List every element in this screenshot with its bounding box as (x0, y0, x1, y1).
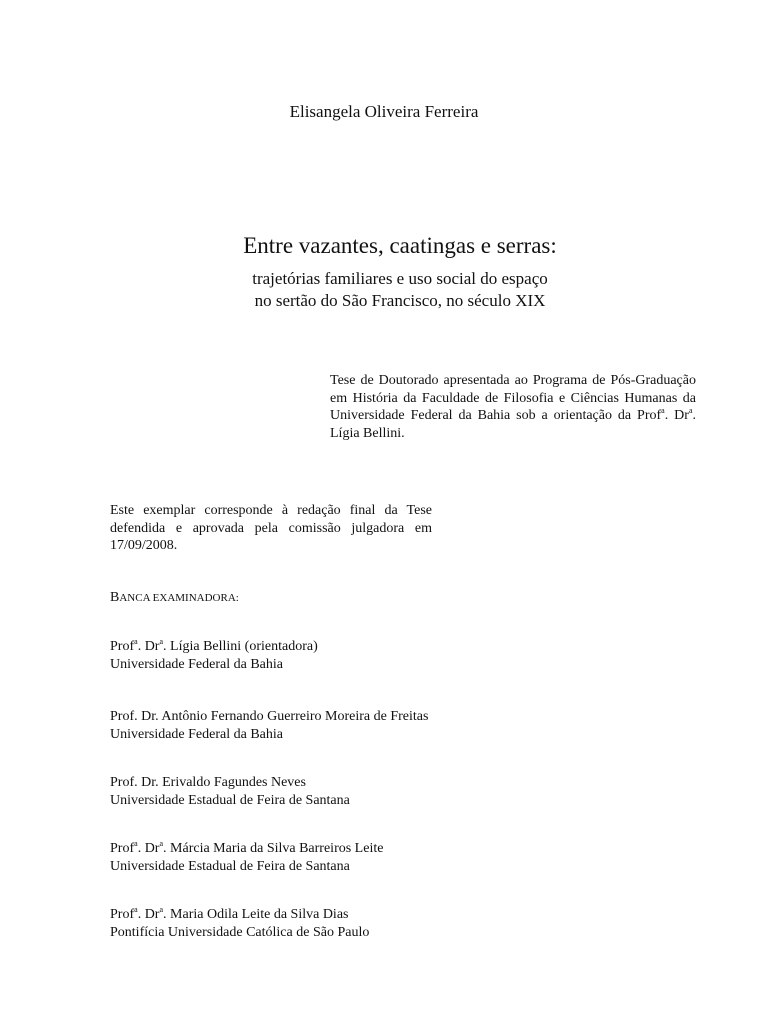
member-5-dr: Dr (144, 907, 160, 922)
member-1-dr: Dr (144, 639, 160, 654)
member-1-dr-sup: a (159, 637, 164, 646)
board-member-1 (110, 638, 710, 673)
member-1-title: Prof (110, 639, 135, 654)
member-4-institution: Universidade Estadual de Feira de Santana (110, 858, 350, 874)
thesis-note-dr: Dr (674, 408, 689, 423)
author-name: Elisangela Oliveira Ferreira (289, 102, 479, 121)
member-1-institution: Universidade Federal da Bahia (110, 656, 283, 672)
thesis-note: Tese de Doutorado apresentada ao Programa de Pós-Graduação em História da Faculdade de Filosofia e Ciências Humanas da Universidade Federal da Bahia sob a orientação da Prof$^a$. Dr$^a$. Lígia Bellini. (330, 373, 696, 441)
member-4-name-line: Prof$^a$. Dr$^a$. Márcia Maria da Silva Barreiros Leite (110, 839, 384, 856)
board-member-3 (110, 774, 710, 809)
member-4-dr-sup: a (159, 839, 164, 848)
member-1-name-line: Prof$^a$. Dr$^a$. Lígia Bellini (orientadora) (110, 637, 318, 654)
thesis-title: Entre vazantes, caatingas e serras: (243, 233, 557, 258)
member-2-name-line: Prof. Dr. Antônio Fernando Guerreiro Moreira de Freitas (110, 709, 429, 724)
member-5-title: Prof (110, 907, 135, 922)
subtitle-line-1: trajetórias familiares e uso social do espaço (252, 269, 548, 288)
thesis-note-dr-sup: a (688, 406, 693, 415)
member-4-title-sup: a (134, 839, 138, 848)
board-member-2 (110, 708, 710, 743)
member-5-name: Maria Odila Leite da Silva Dias (170, 907, 349, 922)
banca-initial: B (110, 590, 120, 605)
board-member-4 (110, 840, 710, 875)
thesis-subtitle (0, 268, 768, 312)
member-5-institution: Pontifícia Universidade Católica de São Paulo (110, 924, 370, 940)
member-1-name: Lígia Bellini (orientadora) (170, 639, 318, 654)
member-4-dr: Dr (144, 841, 160, 856)
thesis-note-text: Tese de Doutorado apresentada ao Programa de Pós-Graduação em História da Faculdade de Filosofia e Ciências Humanas da Universidade Federal da Bahia sob a orientação da (330, 373, 696, 423)
member-5-dr-sup: a (159, 905, 164, 914)
member-5-name-line: Prof$^a$. Dr$^a$. Maria Odila Leite da Silva Dias (110, 905, 349, 922)
final-version-note: Este exemplar corresponde à redação final da Tese defendida e aprovada pela comissão julgadora em 17/09/2008. (110, 503, 432, 553)
board-member-5 (110, 906, 710, 941)
member-2-institution: Universidade Federal da Bahia (110, 726, 283, 742)
thesis-note-advisor: Lígia Bellini. (330, 425, 405, 441)
thesis-note-prof-sup: a (661, 406, 665, 415)
member-1-title-sup: a (134, 637, 138, 646)
banca-rest: ANCA EXAMINADORA: (119, 592, 239, 604)
member-4-title: Prof (110, 841, 135, 856)
examining-board-heading (110, 590, 239, 606)
member-4-name: Márcia Maria da Silva Barreiros Leite (170, 841, 384, 856)
thesis-note-prof: Prof (637, 408, 662, 423)
subtitle-line-2: no sertão do São Francisco, no século XIX (254, 291, 546, 310)
member-3-institution: Universidade Estadual de Feira de Santana (110, 792, 350, 808)
member-5-title-sup: a (134, 905, 138, 914)
member-3-name-line: Prof. Dr. Erivaldo Fagundes Neves (110, 775, 306, 790)
